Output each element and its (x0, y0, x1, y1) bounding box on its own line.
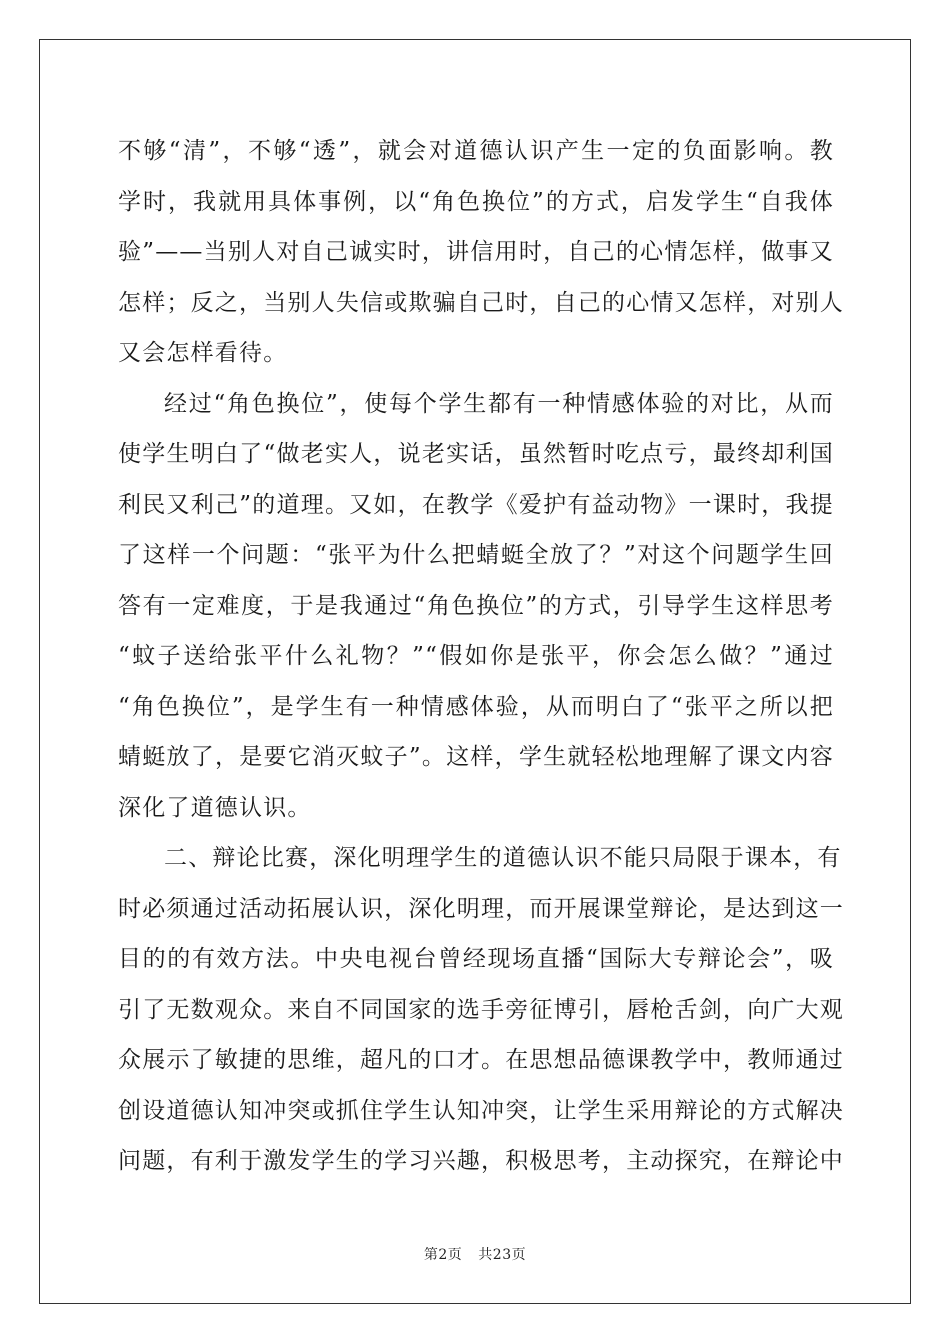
text-line: 引了无数观众。来自不同国家的选手旁征博引，唇枪舌剑，向广大观 (118, 996, 844, 1023)
text-line: 使学生明白了“做老实人，说老实话，虽然暂时吃点亏，最终却利国 (118, 441, 834, 467)
text-line: 蜻蜓放了，是要它消灭蚊子”。这样，学生就轻松地理解了课文内容 (118, 744, 834, 770)
text-line: 利民又利己”的道理。又如，在教学《爱护有益动物》一课时，我提 (118, 491, 834, 518)
text-line: 学时，我就用具体事例，以“角色换位”的方式，启发学生“自我体 (118, 188, 834, 215)
text-line: 创设道德认知冲突或抓住学生认知冲突，让学生采用辩论的方式解决 (118, 1097, 844, 1124)
text-line: 深化了道德认识。 (118, 794, 312, 821)
text-line: 时必须通过活动拓展认识，深化明理，而开展课堂辩论，是达到这一 (118, 895, 844, 922)
text-line: 问题，有利于激发学生的学习兴趣，积极思考，主动探究，在辩论中 (118, 1148, 844, 1174)
text-line: 了这样一个问题：“张平为什么把蜻蜓全放了？”对这个问题学生回 (118, 542, 834, 568)
page-footer (0, 1244, 950, 1264)
paragraph-first-line: 经过“角色换位”，使每个学生都有一种情感体验的对比，从而 (164, 390, 834, 417)
text-line: 怎样；反之，当别人失信或欺骗自己时，自己的心情又怎样，对别人 (118, 289, 844, 316)
text-line: 答有一定难度，于是我通过“角色换位”的方式，引导学生这样思考 (118, 592, 834, 619)
text-line: “角色换位”，是学生有一种情感体验，从而明白了“张平之所以把 (118, 693, 834, 720)
page-number: 第2页 (423, 1247, 463, 1263)
section-heading-line: 二、辩论比赛，深化明理学生的道德认识不能只局限于课本，有 (164, 845, 842, 871)
text-line: 众展示了敏捷的思维，超凡的口才。在思想品德课教学中，教师通过 (118, 1047, 844, 1073)
text-line: 目的的有效方法。中央电视台曾经现场直播“国际大专辩论会”，吸 (118, 946, 834, 972)
text-line: 不够“清”，不够“透”，就会对道德认识产生一定的负面影响。教 (118, 138, 834, 164)
page-total: 共23页 (478, 1247, 527, 1263)
text-line: “蚊子送给张平什么礼物？”“假如你是张平，你会怎么做？”通过 (118, 643, 834, 669)
body-text (118, 126, 844, 1187)
text-line: 验”——当别人对自己诚实时，讲信用时，自己的心情怎样，做事又 (118, 239, 834, 265)
text-line: 又会怎样看待。 (118, 340, 288, 366)
